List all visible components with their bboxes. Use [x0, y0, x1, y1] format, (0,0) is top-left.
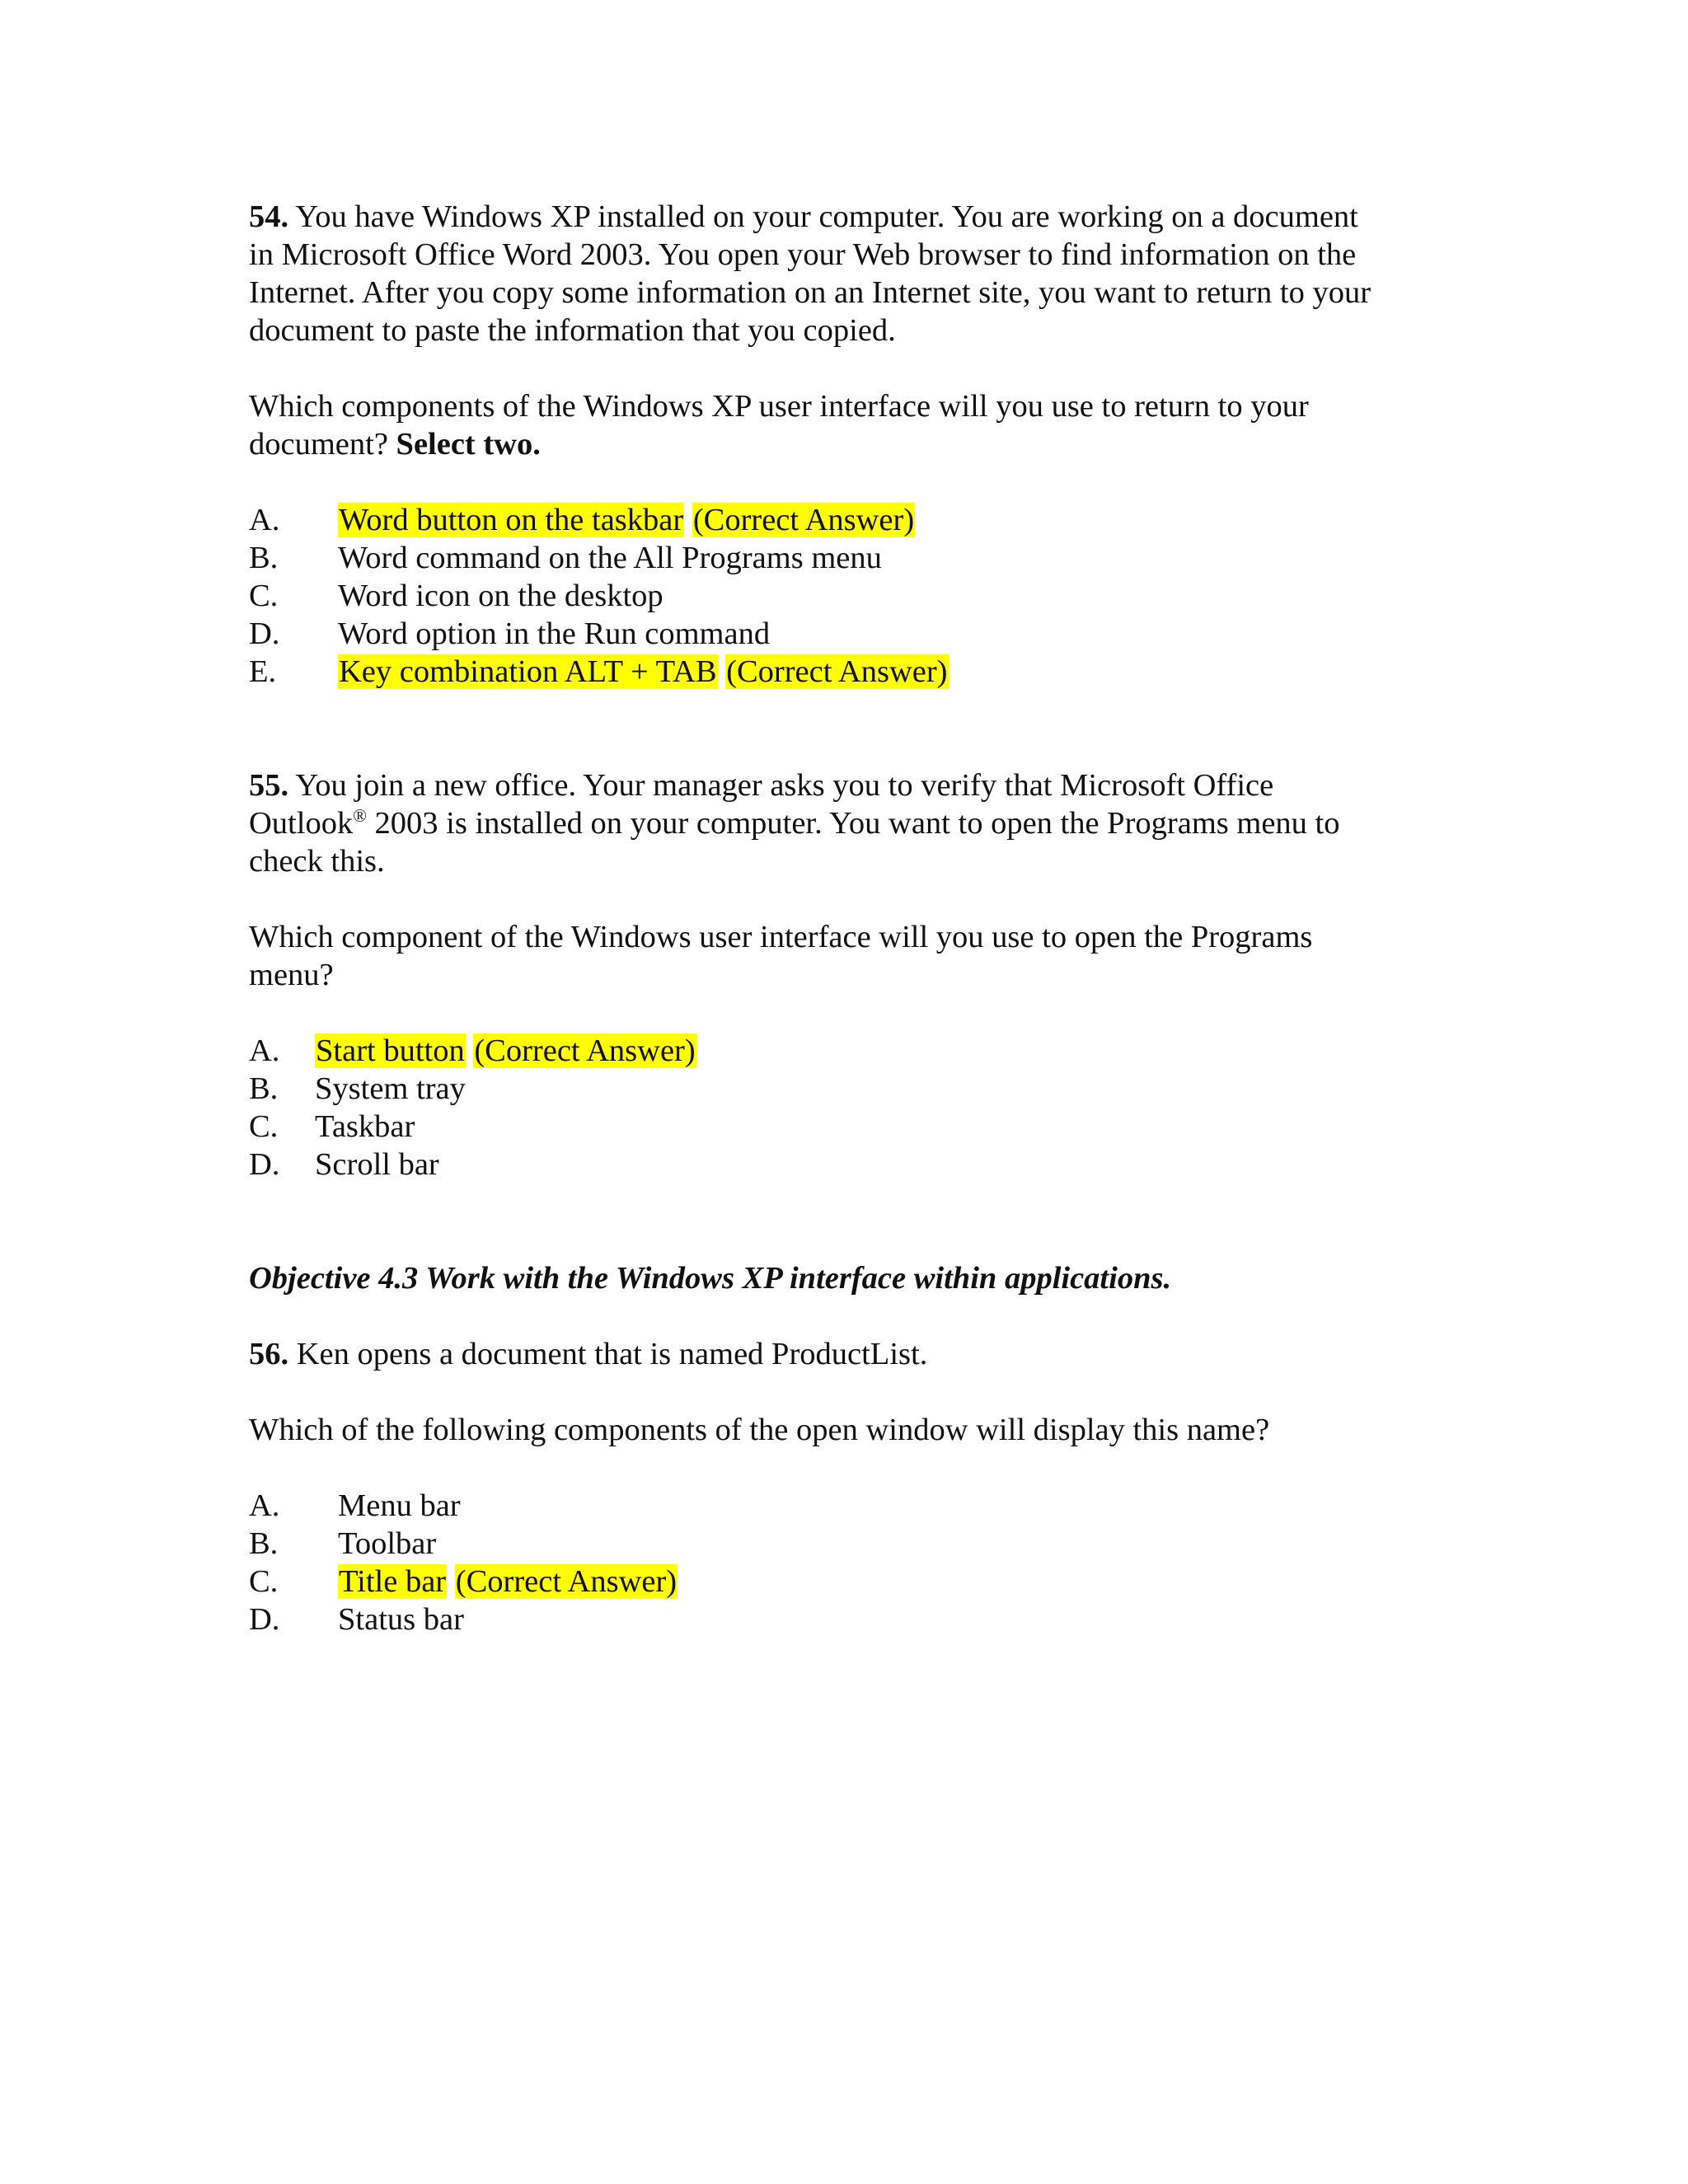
option-letter: A. — [249, 1033, 280, 1068]
answer-option-d — [249, 1601, 1452, 1638]
stem-line: Outlook — [249, 806, 354, 841]
option-letter: A. — [249, 1488, 280, 1523]
option-text: System tray — [315, 1071, 466, 1106]
option-text: Menu bar — [338, 1488, 461, 1523]
answer-option-a — [249, 1487, 1452, 1525]
prompt-line: menu? — [249, 958, 334, 992]
answer-option-c — [249, 577, 1452, 615]
stem-line: 2003 is installed on your computer. You want to open the Programs menu to — [374, 806, 1340, 841]
correct-answer-note: (Correct Answer) — [692, 503, 915, 537]
select-two-instruction: Select two. — [396, 427, 541, 462]
option-letter: B. — [249, 1071, 279, 1106]
question-number: 54. — [249, 199, 289, 234]
option-letter: C. — [249, 1564, 279, 1599]
stem-line: You join a new office. Your manager asks you to verify that Microsoft Office — [295, 768, 1274, 803]
answer-option-a — [249, 501, 1452, 539]
page-content — [249, 198, 1452, 1638]
option-letter: D. — [249, 1147, 280, 1182]
answer-option-e — [249, 653, 1452, 691]
question-54 — [249, 198, 1452, 691]
option-text-highlighted: Word button on the taskbar — [339, 503, 684, 537]
stem-line: Ken opens a document that is named ProductList. — [296, 1337, 928, 1371]
option-text-highlighted: Start button — [316, 1033, 465, 1068]
option-letter: C. — [249, 1109, 279, 1144]
answer-options — [249, 1032, 1452, 1183]
correct-answer-note: (Correct Answer) — [726, 654, 948, 689]
option-letter: D. — [249, 616, 280, 651]
stem-line: check this. — [249, 844, 385, 879]
prompt-line: Which component of the Windows user interface will you use to open the Programs — [249, 920, 1313, 954]
question-54-stem — [249, 198, 1452, 349]
option-letter: D. — [249, 1602, 280, 1637]
answer-option-c — [249, 1563, 1452, 1601]
question-55 — [249, 766, 1452, 1183]
question-number: 56. — [249, 1337, 289, 1371]
option-text: Taskbar — [315, 1109, 415, 1144]
correct-answer-note: (Correct Answer) — [455, 1564, 678, 1599]
answer-option-b — [249, 1070, 1452, 1108]
question-54-prompt — [249, 387, 1452, 463]
answer-options — [249, 1487, 1452, 1638]
question-55-stem — [249, 766, 1452, 880]
registered-mark: ® — [353, 805, 367, 826]
answer-option-b — [249, 539, 1452, 577]
question-55-prompt — [249, 918, 1452, 994]
option-text: Word command on the All Programs menu — [338, 541, 882, 575]
option-text-highlighted: Key combination ALT + TAB — [339, 654, 717, 689]
question-number: 55. — [249, 768, 289, 803]
option-text: Scroll bar — [315, 1147, 439, 1182]
question-56 — [249, 1335, 1452, 1638]
option-letter: B. — [249, 1526, 279, 1561]
question-56-stem — [249, 1335, 1452, 1373]
answer-option-d — [249, 1146, 1452, 1183]
stem-line: Internet. After you copy some information on an Internet site, you want to return to your — [249, 275, 1372, 310]
prompt-line: document? — [249, 427, 388, 462]
stem-line: in Microsoft Office Word 2003. You open your Web browser to find information on the — [249, 237, 1357, 272]
question-56-prompt: Which of the following components of the open window will display this name? — [249, 1413, 1270, 1447]
option-text: Toolbar — [338, 1526, 437, 1561]
answer-option-c — [249, 1108, 1452, 1146]
option-text-highlighted: Title bar — [339, 1564, 447, 1599]
correct-answer-note: (Correct Answer) — [474, 1033, 696, 1068]
objective-heading: Objective 4.3 Work with the Windows XP interface within applications. — [249, 1261, 1172, 1296]
option-letter: E. — [249, 654, 277, 689]
option-letter: C. — [249, 579, 279, 613]
stem-line: You have Windows XP installed on your computer. You are working on a document — [295, 199, 1358, 234]
answer-option-a — [249, 1032, 1452, 1070]
option-text: Word icon on the desktop — [338, 579, 663, 613]
option-letter: A. — [249, 503, 280, 537]
answer-option-b — [249, 1525, 1452, 1563]
option-text: Status bar — [338, 1602, 464, 1637]
stem-line: document to paste the information that you copied. — [249, 313, 896, 348]
prompt-line: Which components of the Windows XP user interface will you use to return to your — [249, 389, 1309, 424]
answer-option-d — [249, 615, 1452, 653]
option-text: Word option in the Run command — [338, 616, 771, 651]
option-letter: B. — [249, 541, 279, 575]
answer-options — [249, 501, 1452, 691]
